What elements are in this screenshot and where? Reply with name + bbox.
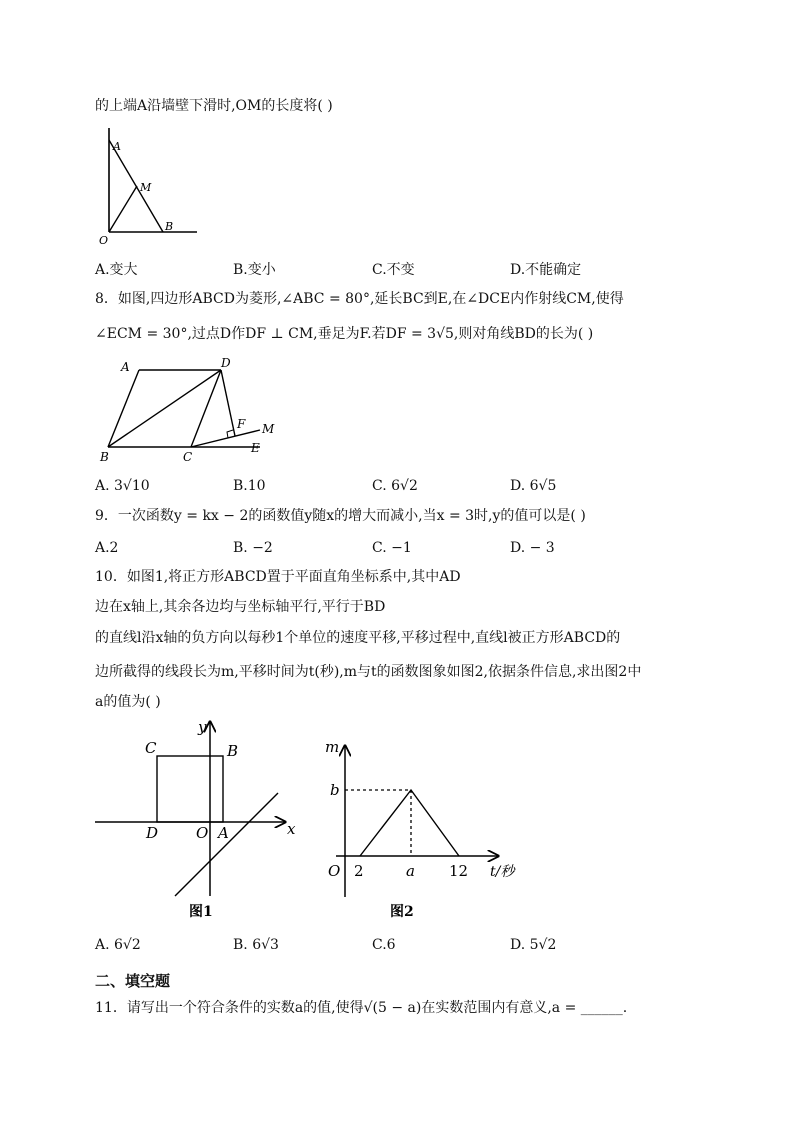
q8-label-E: E xyxy=(251,441,260,455)
q7-label-A: A xyxy=(113,140,121,153)
q10-fig1-label-B: B xyxy=(227,742,239,760)
q7-label-B: B xyxy=(165,220,174,233)
q10-stem-line1: 10．如图1,将正方形ABCD置于平面直角坐标系中,其中AD xyxy=(95,569,461,585)
section-title-fill-in: 二、填空题 xyxy=(95,972,171,990)
q8-option-d: D. 6√5 xyxy=(510,478,557,494)
q10-fig1-label-O: O xyxy=(196,824,209,842)
q10-fig2-label-12: 12 xyxy=(449,862,469,880)
q9-option-c: C. −1 xyxy=(372,540,412,556)
q10-fig1-label-D: D xyxy=(146,824,159,842)
q10-fig1-label-A: A xyxy=(218,824,229,842)
q10-fig1-label-y: y xyxy=(198,718,207,736)
q11-stem: 11．请写出一个符合条件的实数a的值,使得√(5 − a)在实数范围内有意义,a = ______. xyxy=(95,1000,628,1016)
q7-option-a: A.变大 xyxy=(95,262,138,278)
q9-option-a: A.2 xyxy=(95,540,119,556)
q8-label-C: C xyxy=(183,450,193,464)
q7-label-O: O xyxy=(99,234,109,247)
q8-label-M: M xyxy=(262,422,275,436)
q10-fig2-label-O: O xyxy=(328,862,341,880)
q8-label-A: A xyxy=(121,360,130,374)
q7-stem-tail: 的上端A沿墙壁下滑时,OM的长度将( ) xyxy=(95,98,333,114)
q9-option-d: D. − 3 xyxy=(510,540,555,556)
q8-stem-line1: 8．如图,四边形ABCD为菱形,∠ABC = 80°,延长BC到E,在∠DCE内作射线CM,使得 xyxy=(95,291,624,307)
q10-option-d: D. 5√2 xyxy=(510,937,557,953)
q10-stem-line2: 边在x轴上,其余各边均与坐标轴平行,平行于BD xyxy=(95,599,386,615)
q10-fig2-label-m: m xyxy=(325,738,340,756)
q8-option-c: C. 6√2 xyxy=(372,478,418,494)
q7-option-b: B.变小 xyxy=(233,262,276,278)
q8-label-B: B xyxy=(100,450,109,464)
q10-option-c: C.6 xyxy=(372,937,396,953)
q10-fig2-caption: 图2 xyxy=(390,904,414,920)
q8-figure xyxy=(95,356,285,466)
q7-figure xyxy=(95,128,205,247)
q7-option-c: C.不变 xyxy=(372,262,415,278)
q8-option-b: B.10 xyxy=(233,478,266,494)
q10-figure1 xyxy=(95,718,310,918)
q8-label-D: D xyxy=(221,356,231,370)
q7-option-d: D.不能确定 xyxy=(510,262,582,278)
q10-fig2-label-b: b xyxy=(330,781,340,799)
q10-fig1-caption: 图1 xyxy=(189,904,213,920)
q10-fig2-label-a: a xyxy=(406,862,415,880)
q10-stem-line4: 边所截得的线段长为m,平移时间为t(秒),m与t的函数图象如图2,依据条件信息,求出图2中 xyxy=(95,664,642,680)
q10-option-b: B. 6√3 xyxy=(233,937,279,953)
q10-stem-line5: a的值为( ) xyxy=(95,694,161,710)
q10-figure2 xyxy=(322,738,522,942)
q10-option-a: A. 6√2 xyxy=(95,937,141,953)
q9-option-b: B. −2 xyxy=(233,540,273,556)
q10-fig2-label-t: t/秒 xyxy=(490,864,515,880)
q10-fig2-label-2: 2 xyxy=(354,862,364,880)
q10-stem-line3: 的直线l沿x轴的负方向以每秒1个单位的速度平移,平移过程中,直线l被正方形ABCD的 xyxy=(95,630,621,646)
q8-label-F: F xyxy=(237,417,246,431)
q10-fig1-label-x: x xyxy=(287,820,296,838)
q8-stem-line2: ∠ECM = 30°,过点D作DF ⊥ CM,垂足为F.若DF = 3√5,则对角线BD的长为( ) xyxy=(95,326,594,342)
q8-option-a: A. 3√10 xyxy=(95,478,150,494)
q10-fig1-label-C: C xyxy=(145,739,157,757)
q9-stem: 9．一次函数y = kx − 2的函数值y随x的增大而减小,当x = 3时,y的值可以是( ) xyxy=(95,508,586,524)
q7-label-M: M xyxy=(140,181,152,194)
